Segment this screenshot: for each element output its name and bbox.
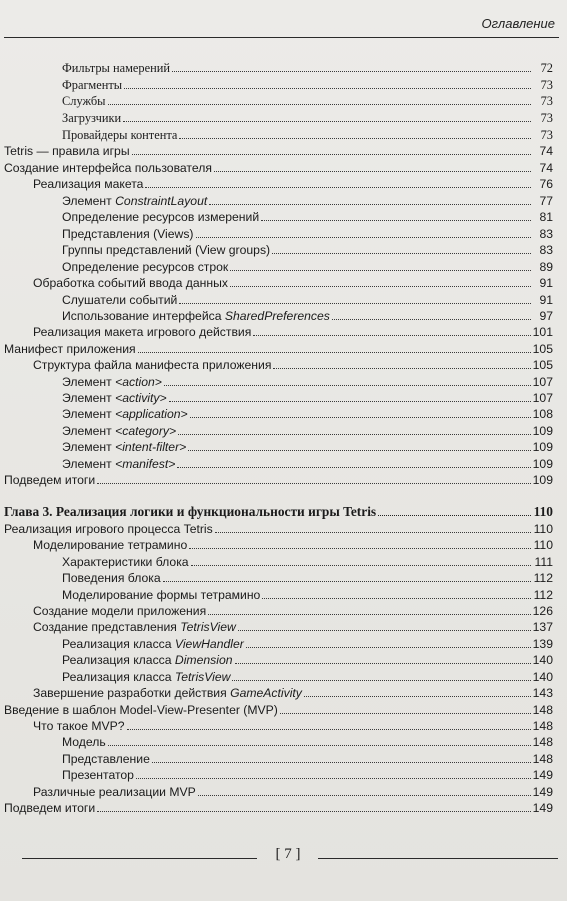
toc-entry-page: 73	[540, 111, 553, 125]
toc-entry-title	[62, 636, 246, 652]
toc-entry-title-text: Реализация класса	[62, 637, 175, 651]
toc-entry-title	[4, 143, 132, 159]
toc-entry-title-text: Элемент	[62, 457, 116, 471]
toc-entry-page: 112	[533, 571, 553, 585]
toc-entry	[62, 374, 553, 390]
toc-entry	[4, 341, 553, 357]
dot-leader	[123, 120, 531, 122]
toc-entry	[62, 554, 553, 570]
toc-entry-title	[62, 259, 230, 275]
footer-rule-right	[318, 858, 558, 859]
toc-entry-page: 73	[540, 94, 553, 108]
toc-entry	[4, 143, 553, 159]
toc-entry-title-text: Манифест приложения	[4, 342, 136, 356]
toc-entry-page: 74	[539, 144, 553, 158]
toc-entry-title	[4, 504, 378, 520]
toc-entry-title-text: Реализация макета игрового действия	[33, 325, 252, 339]
toc-entry-page: 83	[539, 227, 553, 241]
running-head: Оглавление	[481, 16, 555, 31]
footer-rule-left	[22, 858, 257, 859]
toc-entry-title-text: Провайдеры контента	[62, 128, 178, 142]
toc-entry-title-text: Моделирование тетрамино	[33, 538, 188, 552]
toc-entry-title	[62, 767, 136, 783]
toc-entry-title	[33, 324, 253, 340]
toc-entry-title-text: Элемент	[62, 440, 116, 454]
toc-entry	[62, 587, 553, 603]
dot-leader	[272, 252, 531, 254]
toc-entry-title-text: Элемент	[62, 424, 116, 438]
toc-entry-page: 110	[533, 538, 553, 552]
toc-entry	[62, 456, 553, 472]
dot-leader	[190, 416, 531, 418]
dot-leader	[108, 744, 531, 746]
dot-leader	[378, 514, 531, 516]
toc-entry-title-text: Элемент	[62, 407, 116, 421]
toc-entry-page: 149	[532, 768, 553, 782]
toc-entry-title	[62, 456, 177, 472]
toc-entry-title-text: Tetris — правила игры	[4, 144, 130, 158]
toc-entry-title-text: Характеристики блока	[62, 555, 189, 569]
dot-leader	[152, 761, 531, 763]
toc-entry	[62, 60, 553, 76]
toc-entry-title	[4, 800, 97, 816]
toc-entry-title-text: Введение в шаблон Model-View-Presenter (MVP)	[4, 703, 278, 717]
toc-entry-title-text: Фрагменты	[62, 78, 123, 92]
toc-entry-title-text: Создание интерфейса пользователя	[4, 161, 212, 175]
dot-leader	[138, 351, 531, 353]
toc-entry-title-emphasis: <manifest>	[115, 457, 176, 471]
dot-leader	[238, 629, 531, 631]
toc-entry-title-text: Реализация класса	[62, 653, 175, 667]
toc-entry-page: 112	[533, 588, 553, 602]
toc-entry	[33, 784, 553, 800]
toc-entry-title	[62, 93, 108, 109]
toc-entry-title-text: Глава 3. Реализация логики и функциональности игры Tetris	[4, 504, 377, 519]
toc-entry-page: 83	[539, 243, 553, 257]
toc-entry	[62, 423, 553, 439]
dot-leader	[261, 219, 531, 221]
toc-entry	[33, 718, 553, 734]
toc-entry-page: 149	[532, 785, 553, 799]
toc-entry-title	[62, 374, 164, 390]
toc-entry-page: 105	[532, 342, 553, 356]
toc-entry-page: 148	[532, 735, 553, 749]
dot-leader	[124, 87, 531, 89]
dot-leader	[97, 482, 530, 484]
toc-entry-title	[33, 784, 198, 800]
dot-leader	[178, 433, 531, 435]
toc-entry-title	[62, 587, 262, 603]
toc-entry-title-text: Создание модели приложения	[33, 604, 207, 618]
toc-entry-page: 76	[539, 177, 553, 191]
toc-entry-page: 101	[532, 325, 553, 339]
dot-leader	[179, 302, 531, 304]
dot-leader	[188, 449, 530, 451]
toc-entry-title	[33, 176, 145, 192]
toc-entry	[4, 800, 553, 816]
toc-entry-title	[33, 603, 208, 619]
toc-entry-title	[62, 439, 188, 455]
toc-entry-title	[62, 570, 163, 586]
toc-entry-page: 109	[532, 424, 553, 438]
dot-leader	[235, 662, 531, 664]
toc-entry-title-text: Реализация класса	[62, 670, 175, 684]
toc-entry-title	[33, 619, 238, 635]
toc-entry	[62, 93, 553, 109]
toc-entry	[4, 521, 553, 537]
toc-entry	[62, 767, 553, 783]
dot-leader	[97, 810, 530, 812]
toc-entry	[62, 193, 553, 209]
toc-entry-title-text: Презентатор	[62, 768, 134, 782]
toc-entry-title	[33, 537, 189, 553]
page-number: [ 7 ]	[275, 846, 301, 862]
toc-entry-title	[62, 734, 108, 750]
toc-entry-page: 107	[532, 375, 553, 389]
toc-entry-title-text: Загрузчики	[62, 111, 122, 125]
toc-entry	[62, 127, 553, 143]
toc-entry-title	[33, 718, 127, 734]
dot-leader	[189, 547, 531, 549]
header-rule	[4, 37, 559, 38]
toc-entry-page: 109	[532, 440, 553, 454]
toc-entry-page: 111	[534, 555, 553, 569]
dot-leader	[169, 400, 531, 402]
toc-entry-title	[62, 406, 190, 422]
toc-entry	[62, 439, 553, 455]
toc-entry	[62, 77, 553, 93]
toc-entry-page: 140	[532, 653, 553, 667]
dot-leader	[209, 203, 531, 205]
toc-entry	[33, 176, 553, 192]
dot-leader	[332, 318, 531, 320]
toc-entry-title	[62, 669, 232, 685]
dot-leader	[215, 531, 531, 533]
toc-entry-title	[62, 209, 261, 225]
toc-entry-title-emphasis: <category>	[115, 424, 177, 438]
dot-leader	[273, 367, 530, 369]
toc-entry-title-text: Создание представления	[33, 620, 181, 634]
toc-entry-title-text: Представление	[62, 752, 150, 766]
toc-entry-title	[33, 357, 273, 373]
toc-entry-page: 74	[539, 161, 553, 175]
toc-entry-page: 148	[532, 752, 553, 766]
toc-entry-page: 126	[532, 604, 553, 618]
dot-leader	[145, 186, 531, 188]
toc-entry-page: 137	[532, 620, 553, 634]
toc-entry-title	[62, 751, 152, 767]
toc-entry-title	[4, 160, 214, 176]
dot-leader	[172, 70, 531, 72]
dot-leader	[208, 613, 530, 615]
toc-entry-page: 109	[532, 457, 553, 471]
toc-entry-title-text: Что такое MVP?	[33, 719, 125, 733]
toc-entry-page: 110	[533, 504, 553, 519]
toc-entry-title-text: Фильтры намерений	[62, 61, 171, 75]
toc-entry-page: 91	[539, 293, 553, 307]
toc-entry	[33, 537, 553, 553]
toc-entry-title-text: Элемент	[62, 194, 116, 208]
dot-leader	[280, 712, 531, 714]
toc-entry	[62, 242, 553, 258]
dot-leader	[253, 334, 530, 336]
toc-entry-title-emphasis: GameActivity	[230, 686, 302, 700]
toc-entry-title-text: Поведения блока	[62, 571, 161, 585]
toc-entry-title	[62, 127, 179, 143]
toc-entry-title-text: Структура файла манифеста приложения	[33, 358, 272, 372]
toc-entry-title	[62, 423, 178, 439]
toc-entry-title-text: Определение ресурсов строк	[62, 260, 229, 274]
toc-entry	[33, 324, 553, 340]
toc-entry-page: 148	[532, 703, 553, 717]
toc-entry	[62, 209, 553, 225]
toc-entry-title	[4, 472, 97, 488]
dot-leader	[136, 777, 531, 779]
toc-entry-page: 73	[540, 78, 553, 92]
toc-entry-title-text: Реализация игрового процесса Tetris	[4, 522, 213, 536]
toc-entry-page: 72	[540, 61, 553, 75]
toc-entry-page: 81	[539, 210, 553, 224]
toc-entry-title-emphasis: ConstraintLayout	[115, 194, 208, 208]
toc-entry-title	[62, 193, 209, 209]
toc-entry-title-text: Моделирование формы тетрамино	[62, 588, 261, 602]
toc-entry-title-emphasis: Dimension	[174, 653, 233, 667]
dot-leader	[191, 564, 531, 566]
toc-entry-page: 109	[532, 473, 553, 487]
toc-entry	[33, 603, 553, 619]
toc-entry-title	[62, 77, 124, 93]
dot-leader	[262, 597, 531, 599]
toc-entry	[62, 406, 553, 422]
toc-entry-title	[4, 341, 138, 357]
toc-entry-title-emphasis: TetrisView	[174, 670, 231, 684]
toc-entry-title-text: Определение ресурсов измерений	[62, 210, 260, 224]
toc-entry-title	[4, 521, 215, 537]
toc-entry	[62, 669, 553, 685]
toc-entry-page: 107	[532, 391, 553, 405]
toc-entry	[4, 702, 553, 718]
toc-entry	[62, 570, 553, 586]
dot-leader	[246, 646, 531, 648]
toc-entry-title	[62, 308, 332, 324]
toc-entry-title	[33, 685, 304, 701]
toc-entry	[33, 357, 553, 373]
toc-entry-page: 139	[532, 637, 553, 651]
toc-entry	[62, 636, 553, 652]
toc-entry	[62, 259, 553, 275]
toc-entry-title-emphasis: <action>	[115, 375, 162, 389]
toc-entry	[62, 652, 553, 668]
dot-leader	[214, 170, 531, 172]
dot-leader	[108, 103, 531, 105]
toc-entry	[62, 292, 553, 308]
dot-leader	[179, 137, 531, 139]
dot-leader	[177, 466, 530, 468]
toc-entry-title-text: Подведем итоги	[4, 473, 96, 487]
toc-entry-page: 143	[532, 686, 553, 700]
toc-entry-title	[62, 242, 272, 258]
toc-entry-title-emphasis: <activity>	[115, 391, 167, 405]
toc-entry	[62, 308, 553, 324]
toc-entry-title	[62, 110, 123, 126]
toc-entry	[4, 472, 553, 488]
toc-entry-page: 91	[539, 276, 553, 290]
toc-entry-title	[62, 390, 169, 406]
dot-leader	[164, 384, 531, 386]
dot-leader	[230, 285, 531, 287]
toc-entry	[33, 275, 553, 291]
toc-entry-title	[4, 702, 280, 718]
dot-leader	[304, 695, 531, 697]
toc-entry-page: 105	[532, 358, 553, 372]
toc-entry-title-text: Группы представлений (View groups)	[62, 243, 271, 257]
toc-entry-title-text: Элемент	[62, 375, 116, 389]
toc-entry-title-text: Реализация макета	[33, 177, 144, 191]
toc-entry-page: 77	[539, 194, 553, 208]
toc-entry-title-text: Модель	[62, 735, 106, 749]
toc-entry-title-emphasis: <application>	[115, 407, 188, 421]
toc-entry-title-text: Слушатели событий	[62, 293, 178, 307]
toc-entry-title-text: Элемент	[62, 391, 116, 405]
dot-leader	[232, 679, 530, 681]
toc-entry	[62, 110, 553, 126]
dot-leader	[230, 269, 531, 271]
dot-leader	[198, 794, 531, 796]
toc-entry-title-emphasis: ViewHandler	[174, 637, 244, 651]
toc-entry-title-text: Завершение разработки действия	[33, 686, 231, 700]
toc-entry-page: 148	[532, 719, 553, 733]
toc-entry	[4, 160, 553, 176]
toc-entry-title-text: Обработка событий ввода данных	[33, 276, 228, 290]
toc-entry-title-text: Использование интерфейса	[62, 309, 225, 323]
toc-entry-title	[62, 226, 196, 242]
dot-leader	[127, 728, 531, 730]
toc-entry-title-text: Службы	[62, 94, 106, 108]
toc-entry-title-text: Представления (Views)	[62, 227, 194, 241]
toc-entry-page: 110	[533, 522, 553, 536]
toc-entry-page: 89	[539, 260, 553, 274]
toc-entry-title	[62, 554, 191, 570]
toc-entry-title-text: Подведем итоги	[4, 801, 96, 815]
toc-entry	[62, 734, 553, 750]
toc-entry	[62, 226, 553, 242]
toc-entry-title-text: Различные реализации MVP	[33, 785, 196, 799]
toc-entry-page: 149	[532, 801, 553, 815]
toc-entry	[33, 619, 553, 635]
toc-entry-title	[33, 275, 230, 291]
toc-entry	[4, 504, 553, 520]
toc-entry-title	[62, 292, 179, 308]
dot-leader	[196, 236, 532, 238]
toc-entry-page: 108	[532, 407, 553, 421]
toc-entry-page: 97	[539, 309, 553, 323]
toc-entry	[62, 751, 553, 767]
dot-leader	[132, 153, 531, 155]
toc-entry-title-emphasis: <intent-filter>	[115, 440, 187, 454]
toc-entry-page: 73	[540, 128, 553, 142]
toc-entry	[33, 685, 553, 701]
toc-entry-title-emphasis: TetrisView	[180, 620, 236, 634]
dot-leader	[163, 580, 531, 582]
toc-entry-title	[62, 60, 172, 76]
toc-entry-page: 140	[532, 670, 553, 684]
toc-entry	[62, 390, 553, 406]
toc-entry-title	[62, 652, 235, 668]
toc-entry-title-emphasis: SharedPreferences	[224, 309, 330, 323]
